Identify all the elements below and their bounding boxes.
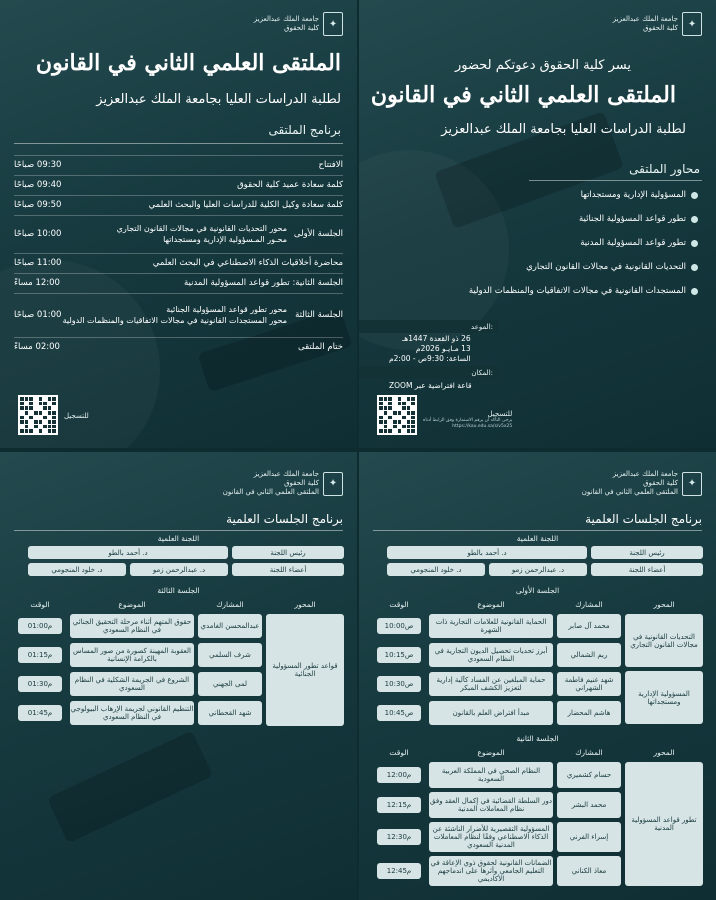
topic-cell: العقوبة المهينة كصورة من صور المساس بالكرامة الإنسانية — [70, 643, 194, 667]
chair-label: رئيس اللجنة — [232, 546, 344, 559]
registration-url[interactable]: https://kau.edu.sa/s/v5x25 — [452, 424, 513, 429]
logo-university-name: جامعة الملك عبدالعزيز — [253, 470, 319, 478]
participant-cell: شرف السلمي — [198, 643, 262, 667]
program-row — [14, 195, 343, 214]
column-header-axis: المحور — [653, 599, 675, 609]
column-header-time: الوقت — [389, 599, 409, 609]
topic-cell: دور السلطة القضائية في إكمال العقد وفق نظام المعاملات المدنية — [429, 792, 553, 818]
date-label: الموعد: — [471, 322, 493, 331]
members-label: أعضاء اللجنة — [232, 563, 344, 576]
member-name: د. عبدالرحمن زمو — [130, 563, 228, 576]
time-cell: 10:30ص — [377, 676, 421, 692]
column-header-time: الوقت — [30, 599, 50, 609]
program-row-detail: محور المستجدات القانونية في مجالات الاتفاقيات والمنظمات الدولية — [62, 316, 287, 325]
time-cell: 12:00م — [377, 767, 421, 783]
gavel-image — [47, 731, 213, 844]
theme-text: تطور قواعد المسؤولية المدنية — [580, 238, 686, 248]
participant-cell: معاذ الكناني — [557, 856, 621, 886]
program-row-time: 09:40 صباحًا — [14, 180, 62, 190]
participant-cell: هاشم المحضار — [557, 701, 621, 725]
time-cell: 01:00م — [18, 618, 62, 634]
invitation-lead: يسر كلية الحقوق دعوتكم لحضور — [455, 58, 631, 73]
logo-emblem-icon: ✦ — [323, 12, 343, 36]
invitation-title: الملتقى العلمي الثاني في القانون — [370, 82, 676, 108]
chair-name: د. أحمد بالطو — [387, 546, 587, 559]
themes-title: محاور الملتقى — [629, 162, 700, 176]
topic-cell: أبرز تحديات تحصيل الديون التجارية في النظام السعودي — [429, 643, 553, 667]
time-cell: 12:45م — [377, 863, 421, 879]
program-row-time: 01:00 صباحًا — [14, 310, 62, 320]
program-row-label: الافتتاح — [318, 160, 343, 170]
program-row — [14, 175, 343, 194]
program-row-detail: محـور المـسؤولية الإدارية ومستجداتها — [163, 235, 287, 244]
topic-cell: مبدأ افتراض العلم بالقانون — [429, 701, 553, 725]
time-cell: 01:15م — [18, 647, 62, 663]
theme-text: التحديات القانونية في مجالات القانون التجاري — [526, 262, 686, 272]
sessions-title: برنامج الجلسات العلمية — [226, 512, 343, 526]
session-header: الجلسة الثالثة — [157, 585, 200, 595]
column-header-time: الوقت — [389, 747, 409, 757]
program-row — [14, 273, 343, 292]
program-row-time: 02:00 مساءً — [14, 342, 60, 352]
registration-label: للتسجيل — [487, 410, 513, 418]
program-row-time: 09:50 صباحًا — [14, 200, 62, 210]
theme-item — [526, 262, 698, 272]
column-header-participant: المشارك — [575, 599, 603, 609]
column-header-topic: الموضوع — [118, 599, 146, 609]
session-axis: المسؤولية الإدارية ومستجداتها — [625, 671, 703, 724]
sessions-title: برنامج الجلسات العلمية — [585, 512, 702, 526]
logo-event-name: الملتقى العلمي الثاني في القانون — [581, 488, 678, 496]
place-label: المكان: — [471, 368, 493, 377]
date-label-bar — [359, 320, 499, 333]
session-axis: تطور قواعد المسؤولية المدنية — [625, 762, 703, 886]
participant-cell: عبدالمحسن الغامدي — [198, 614, 262, 638]
program-row — [14, 253, 343, 272]
university-logo — [613, 12, 702, 36]
participant-cell: إسراء الفرني — [557, 822, 621, 852]
logo-university-name: جامعة الملك عبدالعزيز — [253, 15, 319, 23]
column-header-topic: الموضوع — [477, 599, 505, 609]
time-cell: 10:45ص — [377, 705, 421, 721]
session-header: الجلسة الثانية — [516, 733, 559, 743]
event-time: الساعة: 9:30ص - 2:00م — [389, 354, 471, 363]
time-cell: 01:30م — [18, 676, 62, 692]
members-label: أعضاء اللجنة — [591, 563, 703, 576]
topic-cell: حماية المبلغين عن الفساد كآلية إدارية لتعزيز الكشف المبكر — [429, 672, 553, 696]
member-name: د. خلود المنجومي — [28, 563, 126, 576]
chair-name: د. أحمد بالطو — [28, 546, 228, 559]
bullet-icon — [691, 264, 698, 271]
topic-cell: الشروع في الجريمة الشكلية في النظام السعودي — [70, 672, 194, 696]
bullet-icon — [691, 216, 698, 223]
program-row-label: الجلسة الثالثة — [295, 310, 343, 320]
theme-item — [579, 214, 698, 224]
logo-faculty-name: كلية الحقوق — [643, 479, 678, 487]
topic-cell: التنظيم القانوني لجريمة الإرهاب البيولوجي في النظام السعودي — [70, 701, 194, 725]
university-logo — [223, 470, 343, 497]
program-row-label: الجلسة الثانية: تطور قواعد المسؤولية المدنية — [183, 278, 343, 288]
member-name: د. عبدالرحمن زمو — [489, 563, 587, 576]
registration-label: للتسجيل — [64, 412, 89, 420]
chair-label: رئيس اللجنة — [591, 546, 703, 559]
bullet-icon — [691, 288, 698, 295]
qr-note: يرجى التأكد أن يرقم الاستمارة وفق الرابط أدناه — [423, 418, 513, 423]
themes-divider — [529, 180, 702, 181]
theme-text: المستجدات القانونية في مجالات الاتفاقيات والمنظمات الدولية — [468, 286, 686, 296]
university-logo — [582, 470, 702, 497]
time-cell: 12:30م — [377, 829, 421, 845]
program-row-label: محاضرة أخلاقيات الذكاء الاصطناعي في البحث العلمي — [152, 258, 343, 268]
logo-university-name: جامعة الملك عبدالعزيز — [612, 470, 678, 478]
logo-event-name: الملتقى العلمي الثاني في القانون — [222, 488, 319, 496]
registration-block — [423, 410, 512, 430]
program-subtitle: لطلبة الدراسات العليا بجامعة الملك عبدالعزيز — [96, 92, 341, 107]
participant-cell: شهد القحطاني — [198, 701, 262, 725]
committee-header: اللجنة العلمية — [157, 533, 200, 543]
program-row-label: ختام الملتقى — [297, 342, 343, 352]
column-header-axis: المحور — [294, 599, 316, 609]
topic-cell: الضمانات القانونية لحقوق ذوي الإعاقة في التعليم الجامعي وأثرها على اندماجهم الأكاديمي — [429, 856, 553, 886]
sessions-panel — [359, 452, 716, 900]
logo-university-name: جامعة الملك عبدالعزيز — [612, 15, 678, 23]
session-axis: قواعد تطور المسؤولية الجنائية — [266, 614, 344, 726]
logo-emblem-icon: ✦ — [682, 472, 702, 496]
committee-header: اللجنة العلمية — [516, 533, 559, 543]
registration-qr-code[interactable] — [18, 395, 58, 435]
logo-faculty-name: كلية الحقوق — [284, 479, 319, 487]
program-section-title: برنامج الملتقى — [268, 123, 341, 137]
theme-item — [581, 190, 698, 200]
participant-cell: حسام كشميري — [557, 762, 621, 788]
topic-cell: حقوق المتهم أثناء مرحلة التحقيق الجنائي في النظام السعودي — [70, 614, 194, 638]
program-panel — [0, 0, 357, 448]
date-hijri: 26 ذو القعدة 1447هـ — [402, 334, 471, 343]
logo-emblem-icon: ✦ — [323, 472, 343, 496]
member-name: د. خلود المنجومي — [387, 563, 485, 576]
sessions-divider — [373, 530, 702, 531]
participant-cell: محمد آل صابر — [557, 614, 621, 638]
date-gregorian: 13 مـايـو 2026م — [415, 344, 471, 353]
invitation-panel — [359, 0, 716, 448]
participant-cell: شهد غنيم فاطمة الشهراني — [557, 672, 621, 696]
session3-panel — [0, 452, 357, 900]
time-cell: 12:15م — [377, 797, 421, 813]
theme-item — [469, 286, 698, 296]
column-header-axis: المحور — [653, 747, 675, 757]
program-row — [14, 337, 343, 356]
participant-cell: لمى الجهني — [198, 672, 262, 696]
invitation-subtitle: لطلبة الدراسات العليا بجامعة الملك عبدالعزيز — [441, 122, 686, 137]
time-cell: 01:45م — [18, 705, 62, 721]
topic-cell: المسؤولية التقصيرية للأضرار الناشئة عن الذكاء الاصطناعي وفقًا لنظام المعاملات المدنية السعودي — [429, 822, 553, 852]
program-row-time: 11:00 صباحًا — [14, 258, 62, 268]
program-row-detail: محور التحديات القانونية في مجالات القانون التجاري — [116, 224, 287, 233]
program-row-time: 12:00 مساءً — [14, 278, 60, 288]
session-axis: التحديات القانونية في مجالات القانون التجاري — [625, 614, 703, 667]
program-row — [14, 293, 343, 336]
time-cell: 10:15ص — [377, 647, 421, 663]
column-header-topic: الموضوع — [477, 747, 505, 757]
program-divider — [14, 143, 343, 144]
logo-emblem-icon: ✦ — [682, 12, 702, 36]
program-row-label: كلمة سعادة وكيل الكلية للدراسات العليا والبحث العلمي — [148, 200, 343, 210]
program-row-detail: محور تطور قواعد المسؤولية الجنائية — [166, 305, 287, 314]
program-row-time: 10:00 صباحًا — [14, 229, 62, 239]
university-logo — [254, 12, 343, 36]
bullet-icon — [691, 240, 698, 247]
program-row-label: الجلسة الأولى — [293, 229, 343, 239]
theme-text: المسؤولية الإدارية ومستجداتها — [580, 190, 686, 200]
program-row — [14, 155, 343, 174]
date-block — [389, 334, 471, 364]
registration-qr-code[interactable] — [377, 395, 417, 435]
logo-faculty-name: كلية الحقوق — [643, 24, 678, 32]
participant-cell: ريم الشمالي — [557, 643, 621, 667]
event-place: قاعة افتراضية عبر ZOOM — [389, 381, 472, 390]
bullet-icon — [691, 192, 698, 199]
column-header-participant: المشارك — [575, 747, 603, 757]
place-label-bar — [359, 366, 499, 379]
theme-item — [580, 238, 698, 248]
program-title: الملتقى العلمي الثاني في القانون — [35, 50, 341, 76]
logo-faculty-name: كلية الحقوق — [284, 24, 319, 32]
topic-cell: النظام الصحي في المملكة العربية السعودية — [429, 762, 553, 788]
time-cell: 10:00ص — [377, 618, 421, 634]
theme-text: تطور قواعد المسؤولية الجنائية — [578, 214, 686, 224]
participant-cell: محمد البشر — [557, 792, 621, 818]
session-header: الجلسة الأولى — [515, 585, 560, 595]
sessions-divider — [14, 530, 343, 531]
program-row-time: 09:30 صباحًا — [14, 160, 62, 170]
column-header-participant: المشارك — [216, 599, 244, 609]
program-row-label: كلمة سعادة عميد كلية الحقوق — [237, 180, 343, 190]
program-row — [14, 215, 343, 252]
topic-cell: الحماية القانونية للعلامات التجارية ذات الشهرة — [429, 614, 553, 638]
